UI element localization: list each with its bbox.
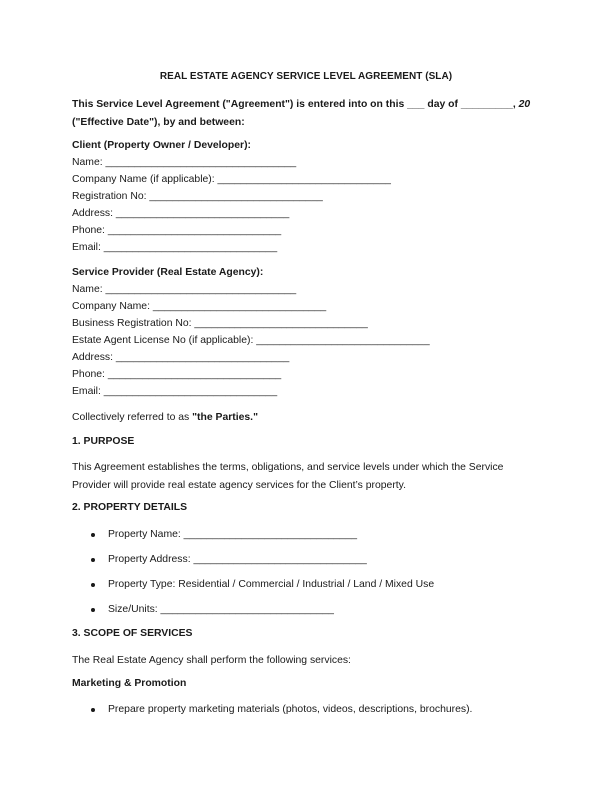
client-heading: Client (Property Owner / Developer): <box>72 140 251 151</box>
provider-company-field: Company Name: ______________________________ <box>72 301 327 312</box>
bullet-icon <box>91 583 95 587</box>
client-email-field: Email: ______________________________ <box>72 242 278 253</box>
provider-phone-field: Phone: ______________________________ <box>72 369 282 380</box>
provider-registration-field: Business Registration No: ______________________________ <box>72 318 368 329</box>
list-item <box>72 703 472 728</box>
list-item <box>72 528 434 553</box>
marketing-item: Prepare property marketing materials (photos, videos, descriptions, brochures). <box>108 704 473 715</box>
section-1-heading: 1. PURPOSE <box>72 436 135 447</box>
property-details-list <box>72 528 434 628</box>
client-registration-field: Registration No: ______________________________ <box>72 191 323 202</box>
property-type-field: Property Type: Residential / Commercial / Industrial / Land / Mixed Use <box>108 579 435 590</box>
intro-year: 20 <box>515 99 531 110</box>
bullet-icon <box>91 708 95 712</box>
client-block <box>72 137 391 256</box>
section-3-text: The Real Estate Agency shall perform the following services: <box>72 655 351 666</box>
collectively-prefix: Collectively referred to as <box>72 412 193 423</box>
property-size-field: Size/Units: ______________________________ <box>108 604 334 615</box>
provider-name-field: Name: _________________________________ <box>72 284 297 295</box>
intro-line-1: This Service Level Agreement ("Agreement") is entered into on this ___ day of _________, <box>72 99 516 110</box>
provider-email-field: Email: ______________________________ <box>72 386 278 397</box>
bullet-icon <box>91 558 95 562</box>
bullet-icon <box>91 608 95 612</box>
client-phone-field: Phone: ______________________________ <box>72 225 282 236</box>
property-address-field: Property Address: ______________________________ <box>108 554 367 565</box>
provider-block <box>72 264 430 400</box>
provider-heading: Service Provider (Real Estate Agency): <box>72 267 264 278</box>
client-name-field: Name: _________________________________ <box>72 157 297 168</box>
intro-line-2: ("Effective Date"), by and between: <box>72 116 245 128</box>
section-3-subheading: Marketing & Promotion <box>72 678 187 689</box>
list-item <box>72 578 434 603</box>
intro-paragraph <box>72 96 542 131</box>
property-name-field: Property Name: ______________________________ <box>108 529 358 540</box>
list-item <box>72 603 434 628</box>
collectively-parties: "the Parties." <box>192 412 258 423</box>
section-2-heading: 2. PROPERTY DETAILS <box>72 502 188 513</box>
bullet-icon <box>91 533 95 537</box>
list-item <box>72 553 434 578</box>
marketing-list <box>72 703 472 728</box>
provider-license-field: Estate Agent License No (if applicable): ______________________________ <box>72 335 430 346</box>
document-title: REAL ESTATE AGENCY SERVICE LEVEL AGREEMENT (SLA) <box>159 71 453 82</box>
client-address-field: Address: ______________________________ <box>72 208 290 219</box>
client-company-field: Company Name (if applicable): ______________________________ <box>72 174 391 185</box>
collectively-line <box>72 409 542 427</box>
provider-address-field: Address: ______________________________ <box>72 352 290 363</box>
section-3-heading: 3. SCOPE OF SERVICES <box>72 628 193 639</box>
section-1-text: This Agreement establishes the terms, obligations, and service levels under which the Service Provider will provide real estate agency services for the Client’s property. <box>72 462 504 491</box>
